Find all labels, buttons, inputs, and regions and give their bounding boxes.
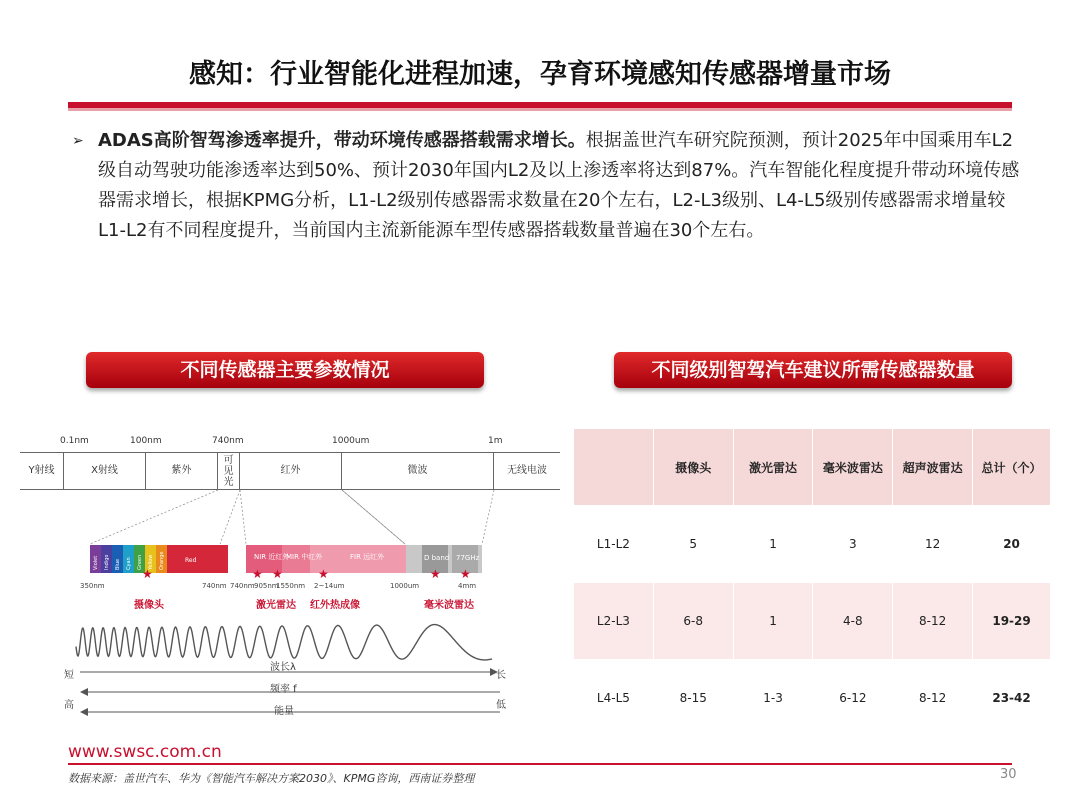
sensor-label-mmwave: 毫米波雷达 [424, 600, 474, 611]
table-cell: 1 [733, 506, 813, 583]
data-source: 数据来源：盖世汽车、华为《智能汽车解决方案2030》、KPMG咨询，西南证券整理 [68, 772, 475, 785]
table-cell: 1-3 [733, 660, 813, 737]
spectrum-diagram [20, 430, 560, 730]
table-cell: 6-8 [653, 583, 733, 660]
axis-wavelength: 波长λ [270, 662, 296, 673]
wavelength-label: 1550nm [276, 582, 306, 590]
table-cell: 5 [653, 506, 733, 583]
table-header-cell [574, 429, 654, 506]
scale-label: 100nm [130, 436, 162, 446]
table-header-cell: 总计（个） [973, 429, 1051, 506]
projection-line [240, 490, 246, 544]
table-header-cell: 摄像头 [653, 429, 733, 506]
table-header-cell: 超声波雷达 [893, 429, 973, 506]
visible-band-label: Yellow [148, 554, 154, 570]
arrow-head-left [80, 708, 88, 716]
table-cell-total: 23-42 [973, 660, 1051, 737]
band-xray: X射线 [64, 453, 146, 489]
wavelength-label: 740nm [202, 582, 227, 590]
wavelength-label: 905nm [254, 582, 279, 590]
band-uv: 紫外 [146, 453, 218, 489]
visible-band-label: Indigo [104, 554, 110, 570]
star-icon: ★ [318, 567, 329, 581]
table-row [574, 583, 1051, 660]
wavelength-label: 2~14um [314, 582, 345, 590]
ir-sub-label: MIR 中红外 [286, 553, 323, 561]
wavelength-label: 740nm [230, 582, 255, 590]
sensor-count-table [573, 428, 1051, 737]
scale-label: 0.1nm [60, 436, 89, 446]
table-cell: L1-L2 [574, 506, 654, 583]
table-cell: 8-12 [893, 660, 973, 737]
wavelength-label: 350nm [80, 582, 105, 590]
table-cell: 1 [733, 583, 813, 660]
table-cell: 8-12 [893, 583, 973, 660]
arrow-head-left [80, 688, 88, 696]
ir-sub-label: NIR 近红外 [254, 553, 290, 561]
table-cell: 8-15 [653, 660, 733, 737]
table-cell: L2-L3 [574, 583, 654, 660]
band-radio: 无线电波 [507, 465, 547, 476]
band-gamma: Y射线 [20, 453, 64, 489]
table-row [574, 506, 1051, 583]
table-cell: 3 [813, 506, 893, 583]
page-title: 感知：行业智能化进程加速，孕育环境感知传感器增量市场 [189, 59, 891, 90]
axis-energy: 能量 [274, 706, 294, 717]
bullet-arrow-icon: ➢ [72, 133, 84, 149]
sensor-label-camera: 摄像头 [134, 600, 164, 611]
scale-label: 1m [488, 436, 503, 446]
band-ir: 红外 [240, 453, 342, 489]
table-cell: 6-12 [813, 660, 893, 737]
visible-band-label: Green [137, 554, 143, 570]
axis-high: 高 [64, 700, 74, 711]
star-icon: ★ [142, 567, 153, 581]
visible-band-label: Orange [159, 551, 165, 570]
visible-band-label: Violet [93, 555, 99, 570]
sensor-count-banner: 不同级别智驾汽车建议所需传感器数量 [614, 352, 1012, 388]
projection-line [342, 490, 405, 544]
wavelength-label: 1000um [390, 582, 420, 590]
page-number: 30 [1000, 767, 1017, 782]
band-visible-label: 可见光 [223, 455, 234, 488]
ir-sub-label: FIR 远红外 [350, 553, 385, 561]
bullet-body: 根据盖世汽车研究院预测，预计2025年中国乘用车L2级自动驾驶功能渗透率达到50%、预计2030年国内L2及以上渗透率将达到87%。汽车智能化程度提升带动环境传感器需求增长，根据KPMG分析，L1-L2级别传感器需求数量在20个左右，L2-L3级别、L4-L5级别传感器需求增量较L1-L2有不同程度提升，当前国内主流新能源车型传感器搭载数量普遍在30个左右。 [98, 130, 1020, 241]
projection-line [220, 490, 240, 544]
star-icon: ★ [252, 567, 263, 581]
sensor-label-lidar: 激光雷达 [256, 600, 296, 611]
table-cell-total: 20 [973, 506, 1051, 583]
table-header-cell: 毫米波雷达 [813, 429, 893, 506]
bullet-paragraph [72, 126, 1022, 246]
wave-curve [76, 625, 492, 660]
visible-color-strip [90, 545, 228, 573]
footer-url: www.swsc.com.cn [68, 742, 222, 762]
visible-band-label: Cyan [126, 557, 132, 570]
star-icon: ★ [430, 567, 441, 581]
scale-label: 1000um [332, 436, 370, 446]
table-cell: 12 [893, 506, 973, 583]
star-icon: ★ [272, 567, 283, 581]
projection-line [90, 490, 218, 544]
table-header-row [574, 429, 1051, 506]
axis-frequency: 频率 f [270, 684, 297, 695]
table-cell: L4-L5 [574, 660, 654, 737]
visible-band-red [167, 545, 228, 573]
sensor-label-thermal: 红外热成像 [310, 600, 360, 611]
axis-short: 短 [64, 670, 74, 681]
table-row [574, 660, 1051, 737]
mm-sub-label: D band [424, 554, 450, 562]
mm-sub-label: 77GHz [456, 554, 480, 562]
projection-line [482, 490, 494, 544]
visible-band-label: Red [185, 557, 197, 564]
footer-divider [68, 763, 1012, 765]
star-icon: ★ [460, 567, 471, 581]
table-cell-total: 19-29 [973, 583, 1051, 660]
table-cell: 4-8 [813, 583, 893, 660]
wavelength-label: 4mm [458, 582, 477, 590]
scale-label: 740nm [212, 436, 244, 446]
band-microwave: 微波 [342, 453, 494, 489]
title-underline [68, 102, 1012, 111]
visible-band-label: Blue [115, 558, 121, 570]
bullet-bold-lead: ADAS高阶智驾渗透率提升，带动环境传感器搭载需求增长。 [98, 130, 586, 151]
table-header-cell: 激光雷达 [733, 429, 813, 506]
axis-long: 长 [496, 670, 506, 681]
axis-low: 低 [496, 700, 506, 711]
sensor-params-banner: 不同传感器主要参数情况 [86, 352, 484, 388]
